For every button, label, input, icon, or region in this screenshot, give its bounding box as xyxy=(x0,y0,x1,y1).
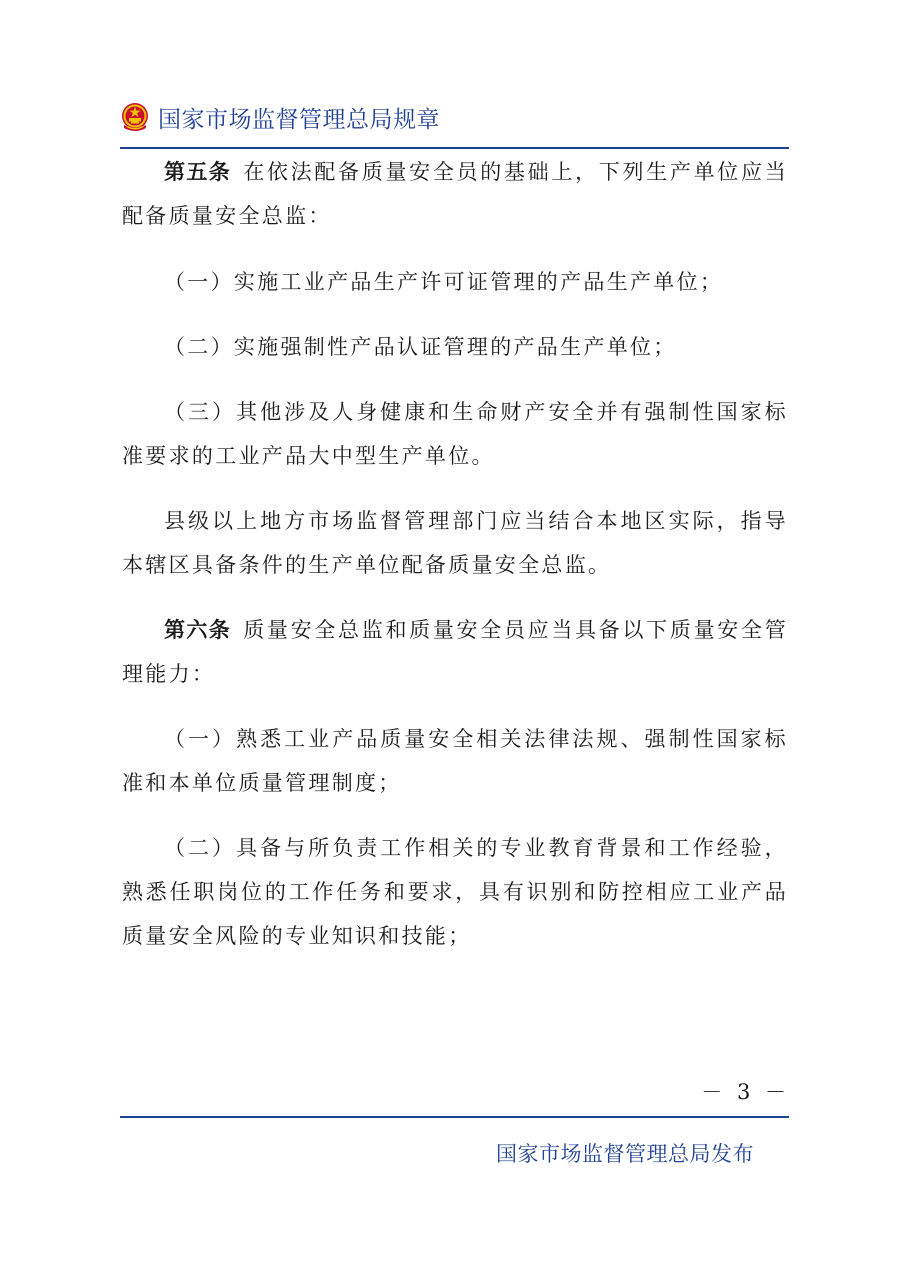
paragraph-text: （二）具备与所负责工作相关的专业教育背景和工作经验，熟悉任职岗位的工作任务和要求，具有识别和防控相应工业产品质量安全风险的专业知识和技能； xyxy=(122,836,788,948)
page-header xyxy=(120,96,440,138)
national-emblem-icon xyxy=(120,101,150,133)
article-paragraph xyxy=(122,390,788,478)
paragraph-text: （一）实施工业产品生产许可证管理的产品生产单位； xyxy=(164,270,724,294)
article-paragraph xyxy=(122,260,788,304)
article-paragraph xyxy=(122,325,788,369)
paragraph-text: （一）熟悉工业产品质量安全相关法律法规、强制性国家标准和本单位质量管理制度； xyxy=(122,727,788,795)
paragraph-text: 县级以上地方市场监督管理部门应当结合本地区实际，指导本辖区具备条件的生产单位配备质量安全总监。 xyxy=(122,509,788,577)
paragraph-text: （二）实施强制性产品认证管理的产品生产单位； xyxy=(164,335,677,359)
page-number: － 3 － xyxy=(701,1080,790,1104)
article-paragraph xyxy=(122,608,788,696)
header-divider xyxy=(120,147,789,149)
article-paragraph xyxy=(122,826,788,958)
article-paragraph xyxy=(122,717,788,805)
footer-divider xyxy=(120,1116,789,1118)
footer-publisher: 国家市场监督管理总局发布 xyxy=(496,1142,754,1166)
paragraph-text: 质量安全总监和质量安全员应当具备以下质量安全管理能力： xyxy=(122,618,788,686)
article-number: 第五条 xyxy=(164,160,232,184)
paragraph-text: （三）其他涉及人身健康和生命财产安全并有强制性国家标准要求的工业产品大中型生产单位。 xyxy=(122,400,788,468)
article-number: 第六条 xyxy=(164,618,232,642)
paragraph-text: 在依法配备质量安全员的基础上，下列生产单位应当配备质量安全总监： xyxy=(122,160,788,228)
article-paragraph xyxy=(122,499,788,587)
document-body xyxy=(122,150,788,979)
article-paragraph xyxy=(122,150,788,238)
header-title: 国家市场监督管理总局规章 xyxy=(158,106,440,133)
